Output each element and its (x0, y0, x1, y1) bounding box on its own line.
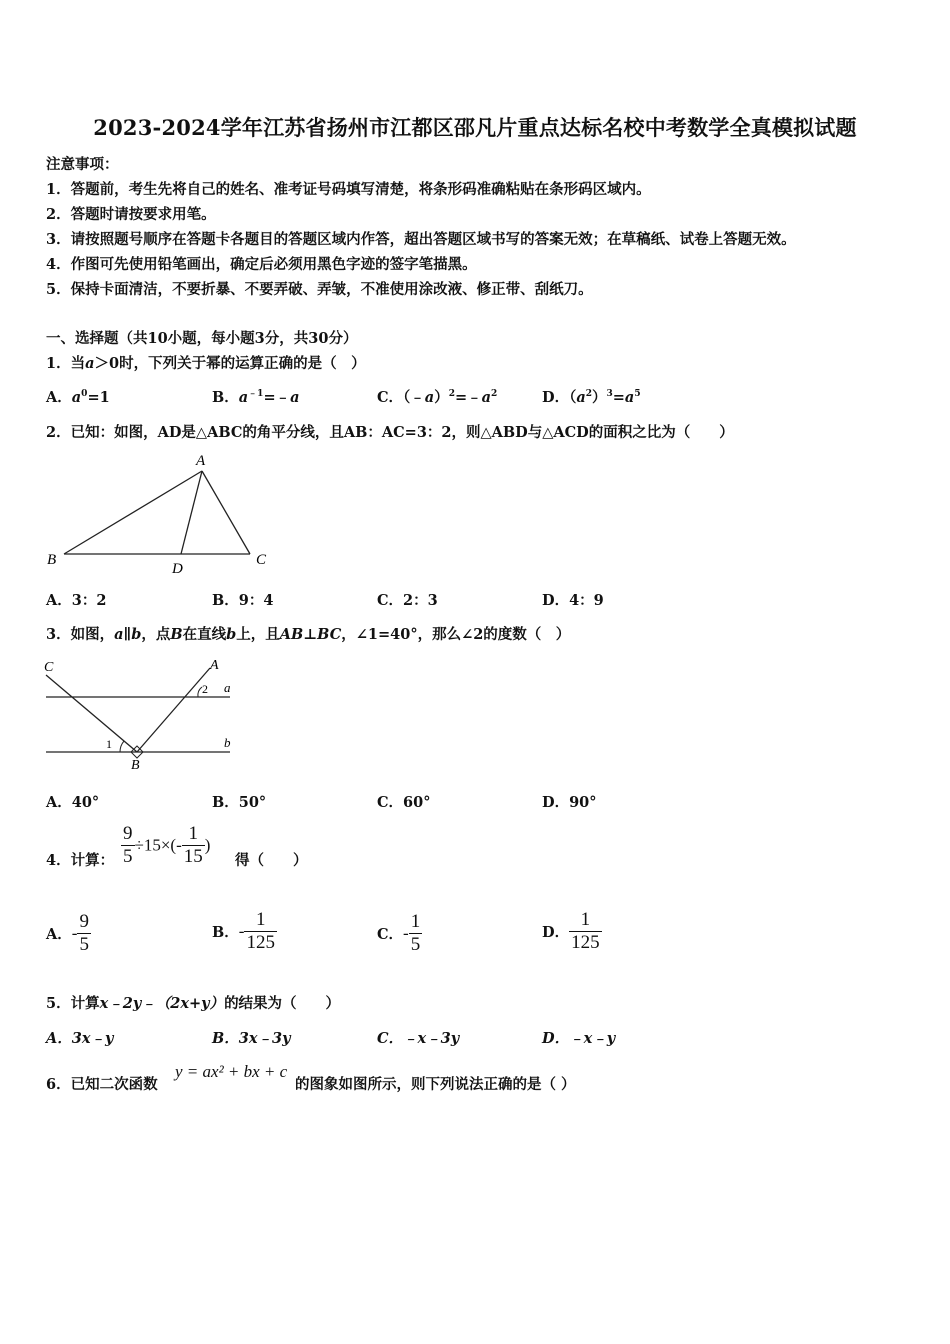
q3-option-c: C．60° (377, 794, 431, 811)
label-b: B (131, 758, 140, 773)
section-heading: 一、选择题（共10小题，每小题3分，共30分） (46, 330, 358, 347)
question-2-stem: 2．已知：如图，AD是△ABC的角平分线，且AB：AC=3：2，则△ABD与△ACD的面积之比为（ ） (46, 424, 734, 441)
triangle-figure (44, 450, 272, 576)
q1-option-c: C．$(﹣a)^2=﹣a^2$ (377, 389, 498, 406)
q2-option-b: B．9：4 (212, 592, 274, 609)
q3-option-b: B．50° (212, 794, 267, 811)
notes-heading: 注意事项： (46, 156, 119, 173)
q5-option-b: B．3x﹣3y (212, 1030, 291, 1047)
fraction: $\frac{1}{15}$ (183, 823, 203, 867)
fraction: $\frac{9}{5}$ (123, 823, 133, 867)
q6-formula: y = ax² + bx + c (175, 1062, 288, 1081)
question-6-suffix: 的图象如图所示，则下列说法正确的是（ ） (295, 1076, 576, 1093)
q3-option-d: D．90° (542, 794, 597, 811)
q4-option-d: D． $\frac{1}{125}$ (542, 909, 600, 953)
label-c: C (256, 552, 267, 568)
q4-option-c: C．- $\frac{1}{5}$ (377, 911, 421, 955)
question-4-suffix: 得（ ） (235, 852, 308, 869)
page-title: 2023-2024学年江苏省扬州市江都区邵凡片重点达标名校中考数学全真模拟试题 (93, 115, 857, 140)
label-c: C (44, 660, 54, 675)
q1-option-d: D．$(a^2)^3=a^5$ (542, 389, 641, 406)
label-line-a: a (224, 680, 231, 695)
q1-option-a: A．$a^0=1$ (46, 389, 110, 406)
q5-option-c: C．﹣x﹣3y (377, 1030, 460, 1047)
label-line-b: b (224, 735, 231, 750)
question-5-stem: 5．计算x﹣2y﹣（2x+y）的结果为（ ） (46, 995, 341, 1012)
note-item: 2．答题时请按要求用笔。 (46, 206, 216, 223)
note-item: 4．作图可先使用铅笔画出，确定后必须用黑色字迹的签字笔描黑。 (46, 256, 477, 273)
q4-option-b: B．- $\frac{1}{125}$ (212, 909, 275, 953)
q4-option-a: A．- $\frac{9}{5}$ (46, 911, 89, 955)
q3-option-a: A．40° (46, 794, 100, 811)
question-6-label: 6．已知二次函数 (46, 1076, 158, 1093)
question-1-stem: 1．当a＞0时，下列关于幂的运算正确的是（ ） (46, 355, 366, 372)
q4-expression: $\frac{9}{5}$ ÷15×(- $\frac{1}{15}$ ) (123, 823, 211, 867)
q1-option-b: B．$a^{﹣1}=﹣a$ (212, 389, 300, 406)
label-a: A (210, 658, 219, 673)
label-angle-2: 2 (202, 682, 208, 696)
q5-option-a: A．3x﹣y (46, 1030, 114, 1047)
label-a: A (196, 453, 206, 469)
label-d: D (172, 561, 183, 576)
note-item: 3．请按照题号顺序在答题卡各题目的答题区域内作答，超出答题区域书写的答案无效；在草稿纸、试卷上答题无效。 (46, 231, 796, 248)
q2-option-a: A．3：2 (46, 592, 107, 609)
question-4-label: 4．计算： (46, 852, 115, 869)
parallel-lines-figure (40, 655, 240, 775)
label-b: B (47, 552, 57, 568)
label-angle-1: 1 (106, 737, 112, 751)
q2-option-c: C．2：3 (377, 592, 438, 609)
note-item: 5．保持卡面清洁，不要折暴、不要弄破、弄皱，不准使用涂改液、修正带、刮纸刀。 (46, 281, 593, 298)
question-3-stem: 3．如图，a∥b，点B在直线b上，且AB⊥BC，∠1=40°，那么∠2的度数（ ） (46, 626, 571, 643)
q5-option-d: D．﹣x﹣y (542, 1030, 616, 1047)
q2-option-d: D．4：9 (542, 592, 604, 609)
note-item: 1．答题前，考生先将自己的姓名、准考证号码填写清楚，将条形码准确粘贴在条形码区域内。 (46, 181, 651, 198)
